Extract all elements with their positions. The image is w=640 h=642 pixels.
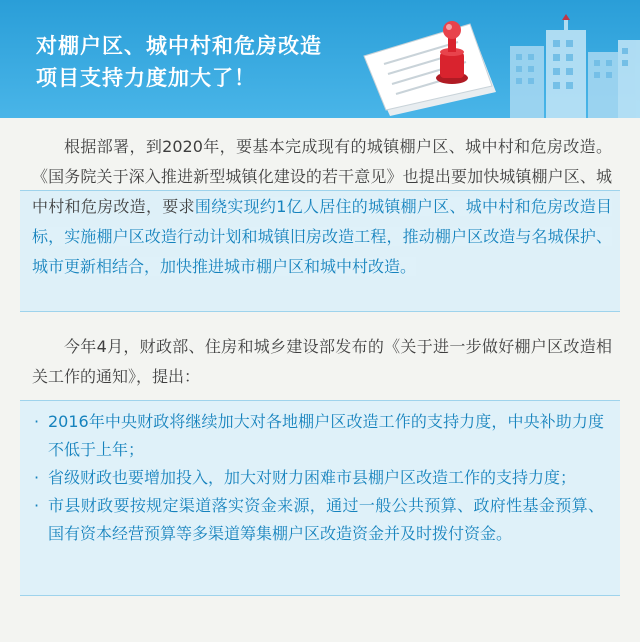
document-stamp-icon xyxy=(364,21,496,116)
bullet-icon: · xyxy=(34,496,40,515)
paragraph-1-highlight: 围绕实现约1亿人居住的城镇棚户区、城中村和危房改造目标，实施棚户区改造行动计划和城镇旧房改造工程，推动棚户区改造与名城保护、城市更新相结合，加快推进城市棚户区和城中村改造。 xyxy=(32,197,612,276)
list-item xyxy=(34,492,604,548)
bullet-icon: · xyxy=(34,468,40,487)
bullet-icon: · xyxy=(34,412,40,431)
title-line-1: 对棚户区、城中村和危房改造 xyxy=(36,34,322,58)
city-buildings-icon xyxy=(510,14,640,118)
paragraph-1-text: 根据部署，到2020年，要基本完成现有的城镇棚户区、城中村和危房改造。《国务院关于深入推进新型城镇化建设的若干意见》也提出要加快城镇棚户区、城中村和危房改造，要求 xyxy=(32,137,612,216)
paragraph-1 xyxy=(32,132,612,282)
header-banner xyxy=(0,0,640,118)
page-title xyxy=(36,30,322,94)
paragraph-2: 今年4月，财政部、住房和城乡建设部发布的《关于进一步做好棚户区改造相关工作的通知》，提出： xyxy=(32,337,612,386)
list-item xyxy=(34,464,604,492)
header-illustration xyxy=(360,0,640,118)
policy-list xyxy=(34,408,604,548)
list-item-text: 2016年中央财政将继续加大对各地棚户区改造工作的支持力度，中央补助力度不低于上年； xyxy=(48,412,604,459)
list-item-text: 市县财政要按规定渠道落实资金来源，通过一般公共预算、政府性基金预算、国有资本经营预算等多渠道筹集棚户区改造资金并及时拨付资金。 xyxy=(48,496,604,543)
title-line-2: 项目支持力度加大了！ xyxy=(36,66,256,90)
list-item xyxy=(34,408,604,464)
list-item-text: 省级财政也要增加投入，加大对财力困难市县棚户区改造工作的支持力度； xyxy=(48,468,577,487)
article-body xyxy=(0,118,640,642)
